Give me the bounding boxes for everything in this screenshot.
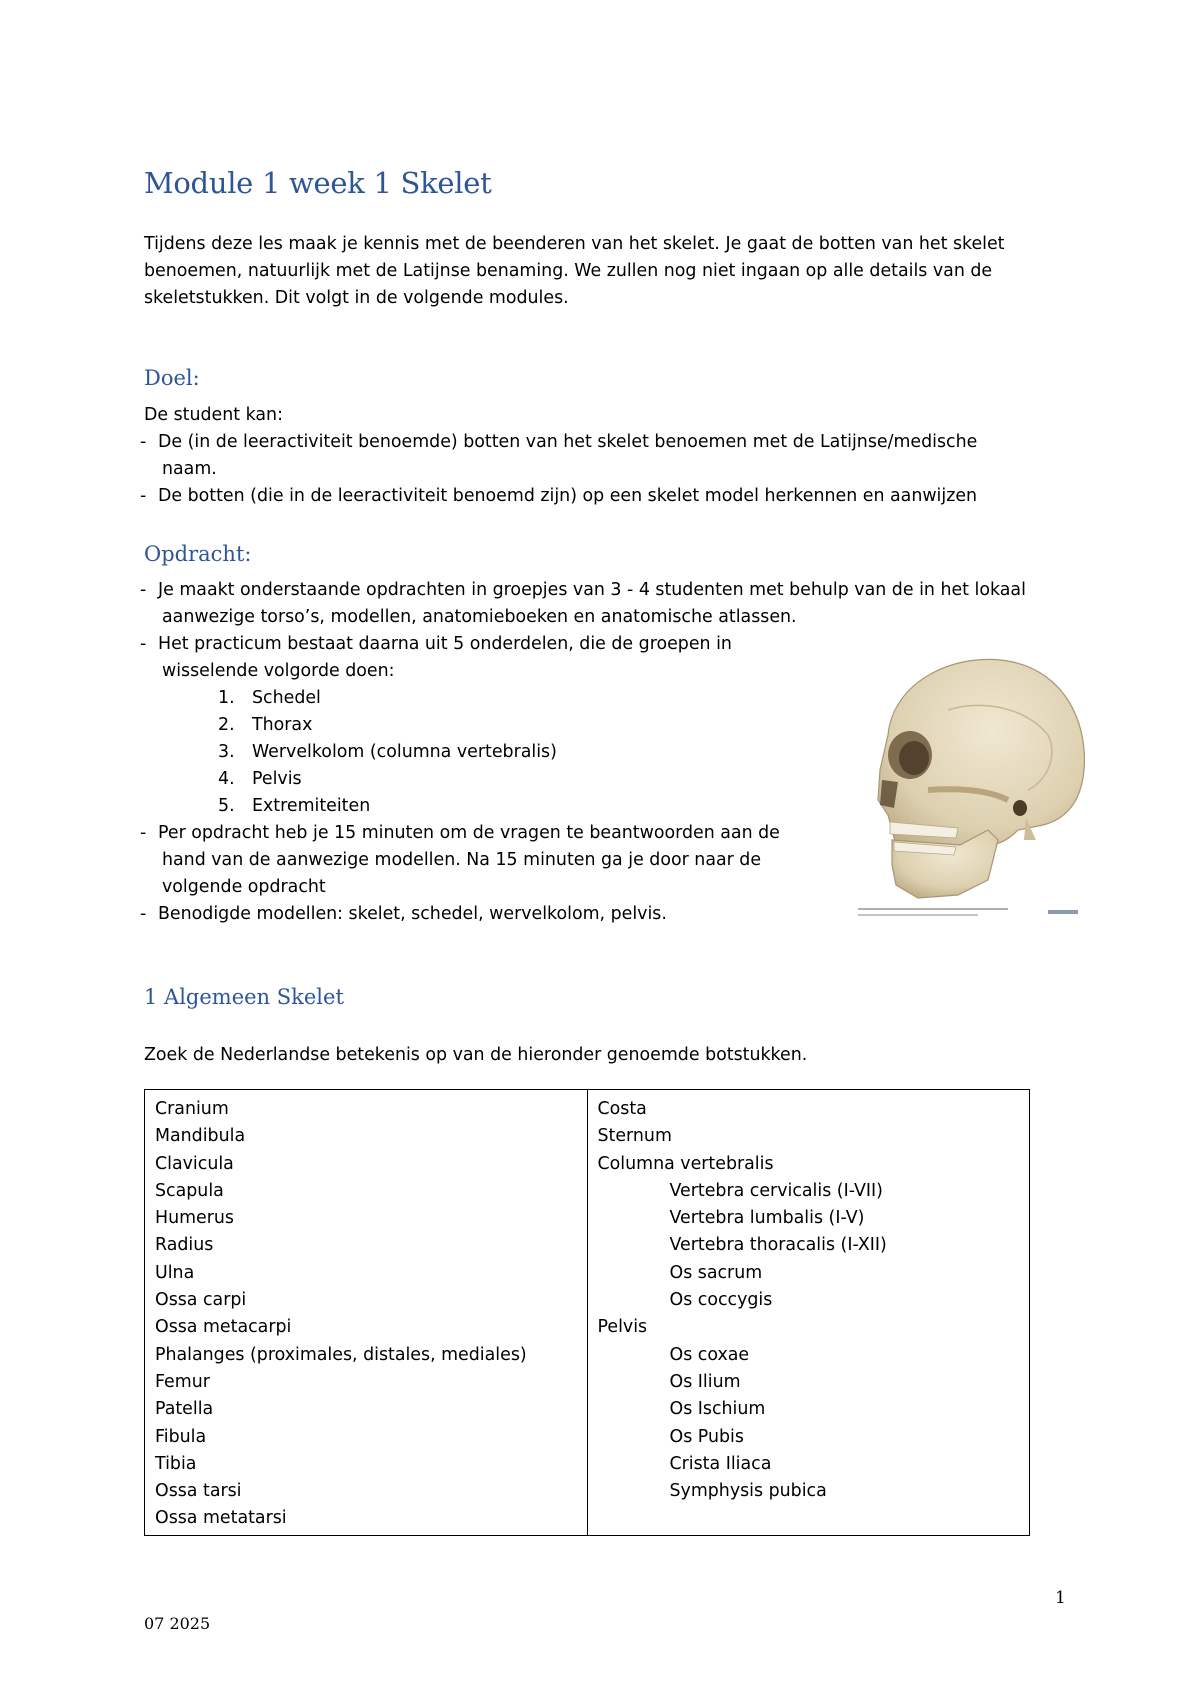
bone-name: Ulna [155,1262,195,1283]
list-item: - Per opdracht heb je 15 minuten om de vragen te beantwoorden aan de [140,823,780,843]
table-row [145,1090,1030,1536]
bone-subname: Os coxae [669,1344,750,1365]
numbered-item: 2. Thorax [218,715,313,735]
section1-instruction: Zoek de Nederlandse betekenis op van de hieronder genoemde botstukken. [144,1045,808,1065]
doel-heading: Doel: [144,366,200,390]
bone-name: Ossa metacarpi [155,1317,292,1338]
doel-section [140,402,978,510]
page-number: 1 [1055,1588,1066,1608]
numbered-item: 4. Pelvis [218,769,302,789]
bone-name: Pelvis [597,1317,648,1338]
list-item: - Je maakt onderstaande opdrachten in groepjes van 3 - 4 studenten met behulp van de in het lokaal [140,580,1026,600]
list-item-continuation: aanwezige torso’s, modellen, anatomieboeken en anatomische atlassen. [162,607,797,627]
bone-subname: Symphysis pubica [669,1481,827,1502]
list-item-continuation: wisselende volgorde doen: [162,661,395,681]
right-column [587,1090,1030,1536]
bone-name: Clavicula [155,1153,234,1174]
bone-name: Tibia [155,1453,197,1474]
bone-name: Sternum [597,1126,672,1147]
list-item: - De (in de leeractiviteit benoemde) botten van het skelet benoemen met de Latijnse/medische [140,432,978,452]
intro-text: Tijdens deze les maak je kennis met de beenderen van het skelet. Je gaat de botten van het skelet benoemen, natuurlijk met de Latijnse benaming. We zullen nog niet ingaan op alle details van de skeletstukken. Dit volgt in de volgende modules. [144,234,1005,308]
numbered-item: 5. Extremiteiten [218,796,371,816]
bone-subname: Os sacrum [669,1262,763,1283]
page-title: Module 1 week 1 Skelet [144,166,492,200]
skull-image [848,640,1090,922]
numbered-item: 1. Schedel [218,688,321,708]
bone-subname: Os Ilium [669,1371,741,1392]
bone-name: Radius [155,1235,214,1256]
numbered-item: 3. Wervelkolom (columna vertebralis) [218,742,557,762]
bone-name: Ossa metatarsi [155,1508,287,1529]
bone-subname: Os Pubis [669,1426,744,1447]
list-item-continuation: naam. [162,459,217,479]
bone-name: Scapula [155,1180,224,1201]
bone-subname: Vertebra cervicalis (I-VII) [669,1180,883,1201]
bone-subname: Os Ischium [669,1399,766,1420]
doel-lead: De student kan: [144,405,283,425]
bone-name: Phalanges (proximales, distales, mediales) [155,1344,527,1365]
bone-name: Fibula [155,1426,207,1447]
bone-name: Patella [155,1399,214,1420]
list-item: - Benodigde modellen: skelet, schedel, wervelkolom, pelvis. [140,904,667,924]
bone-name: Columna vertebralis [597,1153,774,1174]
opdracht-heading: Opdracht: [144,542,252,566]
list-item-continuation: volgende opdracht [162,877,326,897]
section1-heading: 1 Algemeen Skelet [144,985,344,1009]
bone-name: Costa [597,1099,647,1119]
bones-table [144,1089,1030,1536]
bone-name: Ossa tarsi [155,1481,242,1502]
bone-name: Cranium [155,1099,229,1119]
bone-name: Mandibula [155,1126,246,1147]
bone-subname: Crista Iliaca [669,1453,772,1474]
intro-paragraph [144,231,1074,312]
bone-name: Femur [155,1371,210,1392]
footer-date: 07 2025 [144,1614,211,1633]
bone-subname: Os coccygis [669,1290,773,1311]
list-item: - De botten (die in de leeractiviteit benoemd zijn) op een skelet model herkennen en aanwijzen [140,486,978,506]
bone-subname: Vertebra lumbalis (I-V) [669,1208,865,1229]
bone-name: Ossa carpi [155,1290,247,1311]
list-item: - Het practicum bestaat daarna uit 5 onderdelen, die de groepen in [140,634,732,654]
list-item-continuation: hand van de aanwezige modellen. Na 15 minuten ga je door naar de [162,850,762,870]
bone-subname: Vertebra thoracalis (I-XII) [669,1235,887,1256]
left-column [145,1090,588,1536]
bone-name: Humerus [155,1208,234,1229]
